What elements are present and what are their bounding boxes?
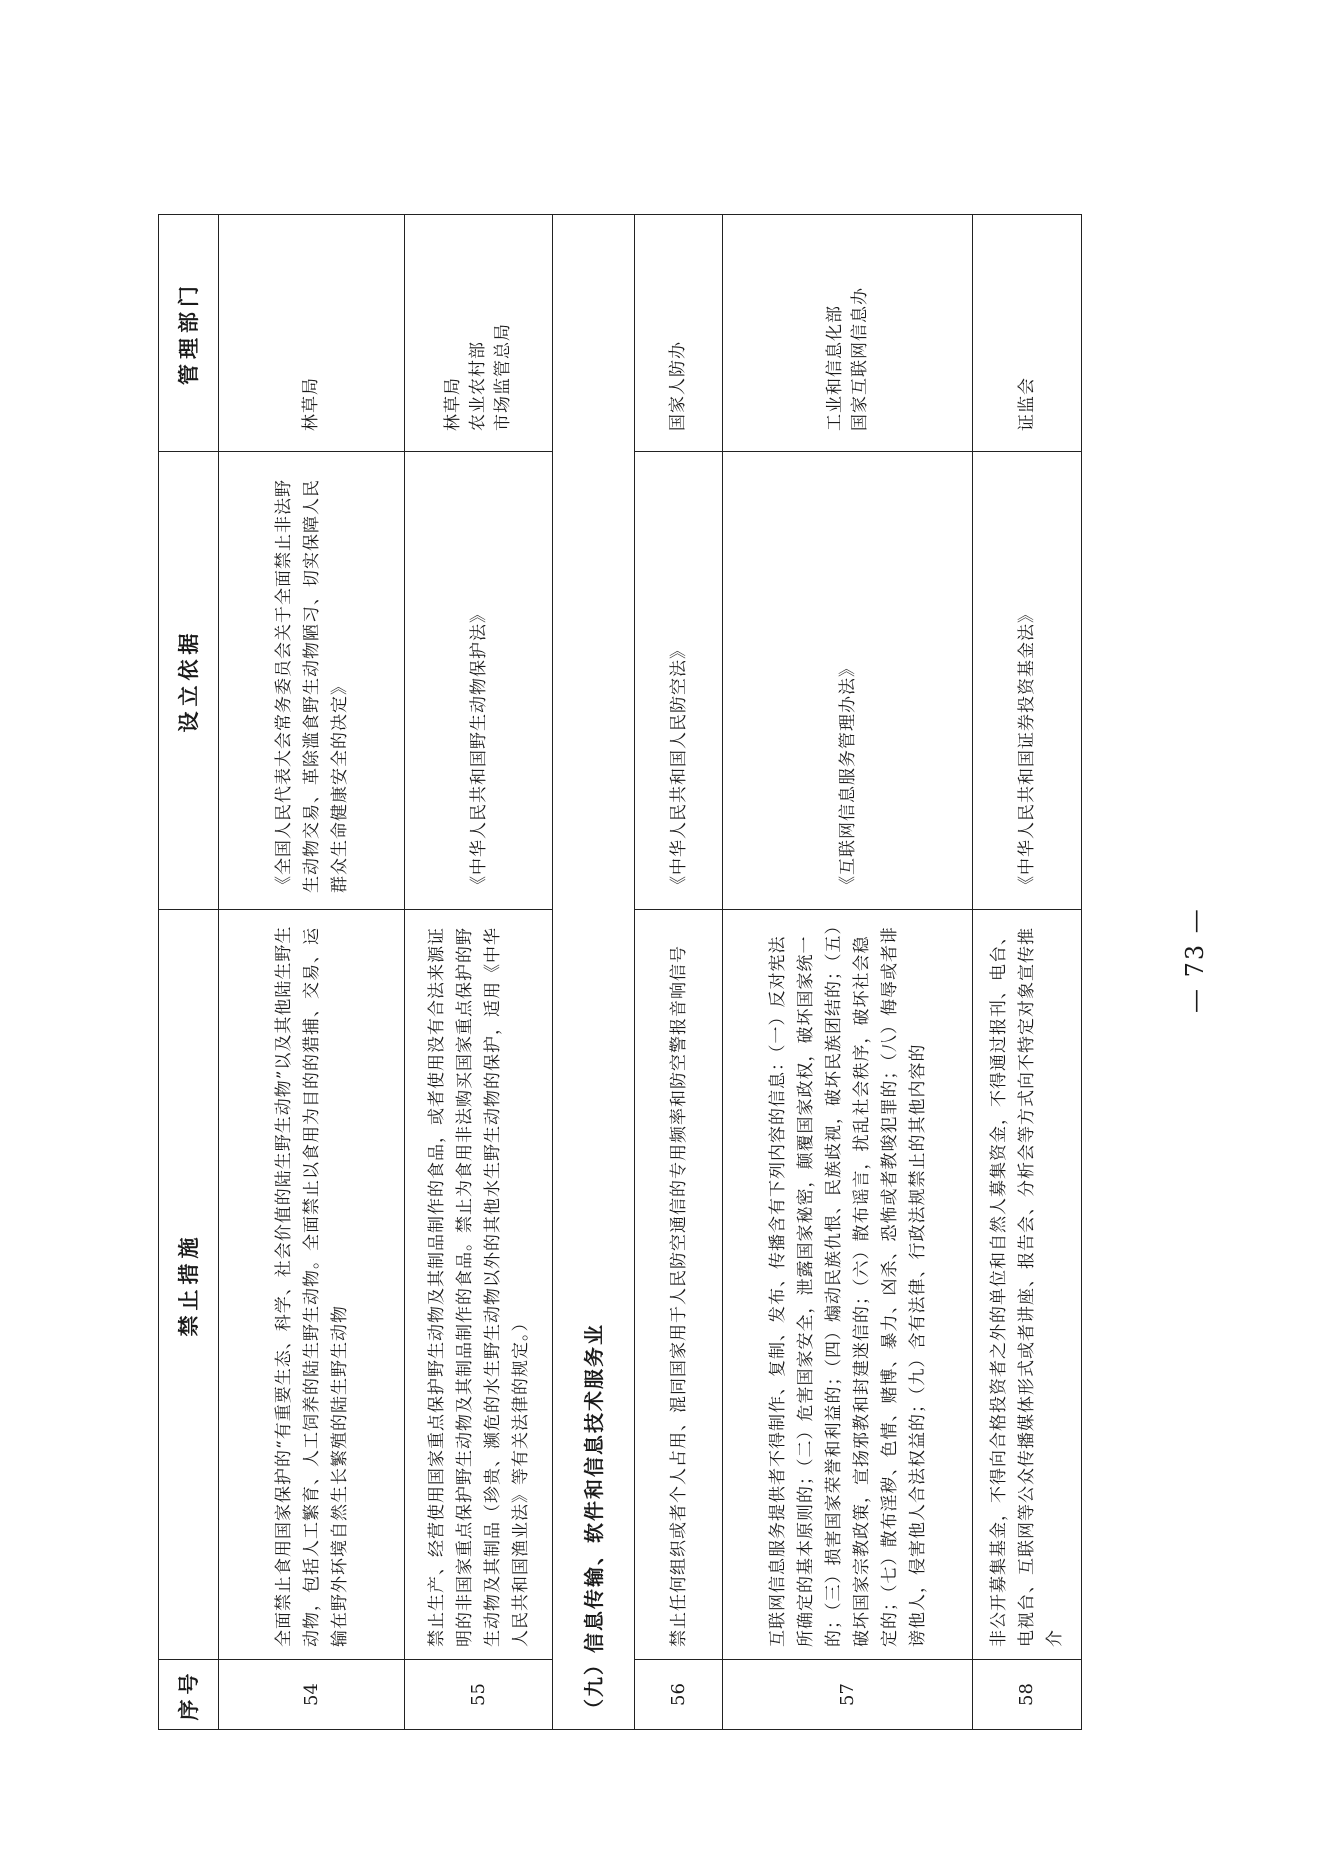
header-no: 序号 [159,1660,219,1730]
table-row [219,215,405,1730]
page-number: — 73 — [1181,907,1209,1013]
header-department: 管理部门 [159,215,219,452]
department-text: 林草局 [219,215,405,452]
header-basis: 设立依据 [159,452,219,910]
table-row [973,215,1082,1730]
row-number: 55 [405,1660,553,1730]
basis-text: 《互联网信息服务管理办法》 [723,452,973,910]
department-text: 证监会 [973,215,1082,452]
measure-text: 禁止生产、经营使用国家重点保护野生动物及其制品制作的食品，或者使用没有合法来源证明的非国家重点保护野生动物及其制品制作的食品。禁止为食用非法购买国家重点保护的野生动物及其制品（珍贵、濒危的水生野生动物以外的其他水生野生动物的保护，适用《中华人民共和国渔业法》等有关法律的规定。） [405,910,553,1660]
measure-text: 非公开募集基金，不得向合格投资者之外的单位和自然人募集资金，不得通过报刊、电台、电视台、互联网等公众传播媒体形式或者讲座、报告会、分析会等方式向不特定对象宣传推介 [973,910,1082,1660]
table-header-row [159,215,219,1730]
department-text: 林草局 农业农村部 市场监管总局 [405,215,553,452]
table-row [635,215,723,1730]
basis-text: 《中华人民共和国人民防空法》 [635,452,723,910]
basis-text: 《全国人民代表大会常务委员会关于全面禁止非法野生动物交易、革除滥食野生动物陋习、切实保障人民群众生命健康安全的决定》 [219,452,405,910]
row-number: 54 [219,1660,405,1730]
measure-text: 互联网信息服务提供者不得制作、复制、发布、传播含有下列内容的信息：（一）反对宪法所确定的基本原则的；（二）危害国家安全，泄露国家秘密，颠覆国家政权，破坏国家统一的；（三）损害国家荣誉和利益的；（四）煽动民族仇恨、民族歧视，破坏民族团结的；（五）破坏国家宗教政策，宣扬邪教和封建迷信的；（六）散布谣言，扰乱社会秩序，破坏社会稳定的；（七）散布淫秽、色情、赌博、暴力、凶杀、恐怖或者教唆犯罪的；（八）侮辱或者诽谤他人，侵害他人合法权益的；（九）含有法律、行政法规禁止的其他内容的 [723,910,973,1660]
prohibition-measures-table [158,214,1082,1730]
row-number: 56 [635,1660,723,1730]
row-number: 58 [973,1660,1082,1730]
section-row [553,215,635,1730]
table-row [723,215,973,1730]
department-text: 国家人防办 [635,215,723,452]
basis-text: 《中华人民共和国野生动物保护法》 [405,452,553,910]
department-text: 工业和信息化部 国家互联网信息办 [723,215,973,452]
row-number: 57 [723,1660,973,1730]
header-measure: 禁止措施 [159,910,219,1660]
basis-text: 《中华人民共和国证券投资基金法》 [973,452,1082,910]
rotated-page-content [158,215,1080,1730]
table-row [405,215,553,1730]
measure-text: 禁止任何组织或者个人占用、混同国家用于人民防空通信的专用频率和防空警报音响信号 [635,910,723,1660]
measure-text: 全面禁止食用国家保护的“有重要生态、科学、社会价值的陆生野生动物”以及其他陆生野生动物，包括人工繁育、人工饲养的陆生野生动物。全面禁止以食用为目的的猎捕、交易、运输在野外环境自然生长繁殖的陆生野生动物 [219,910,405,1660]
section-heading: （九）信息传输、软件和信息技术服务业 [553,215,635,1730]
